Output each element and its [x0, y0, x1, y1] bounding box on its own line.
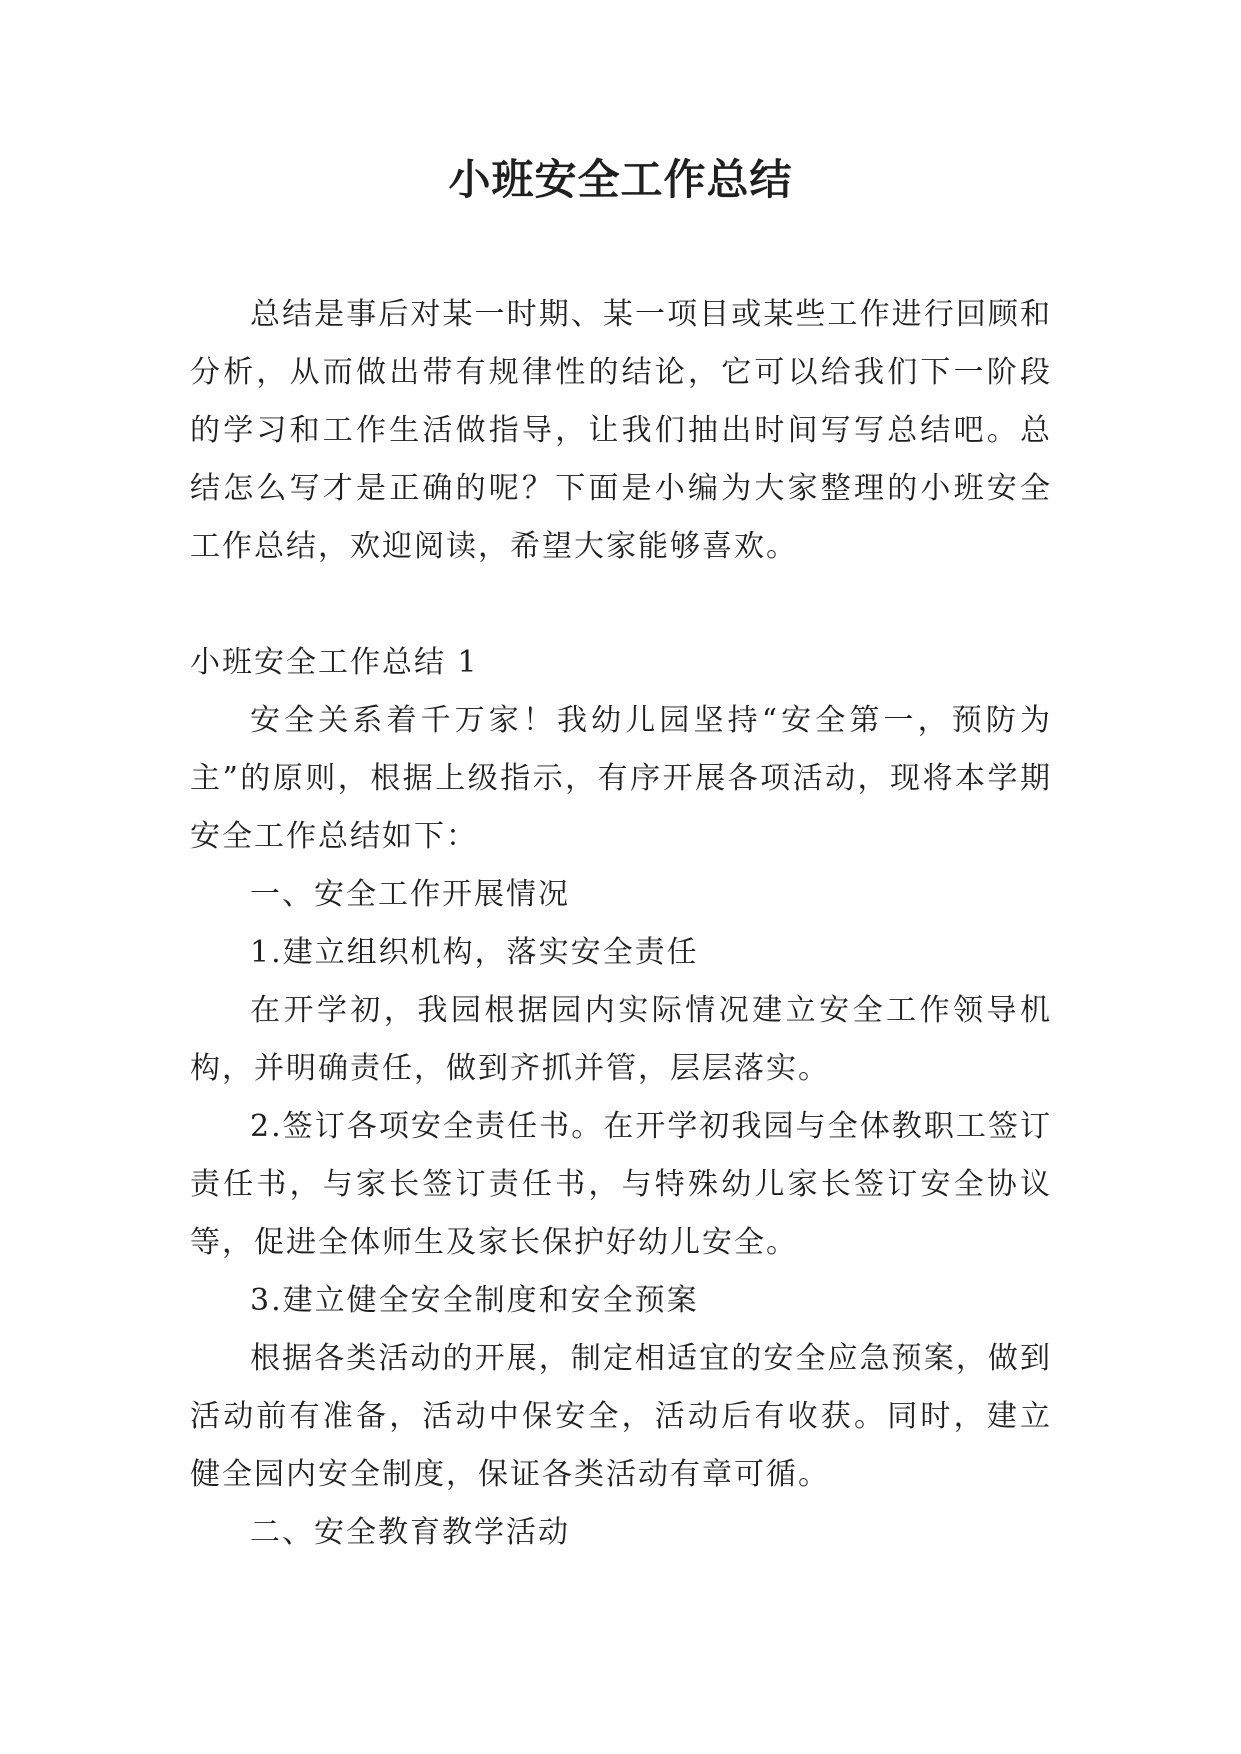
section-heading-1: 一、安全工作开展情况 — [250, 877, 570, 912]
intro-paragraph: 总结是事后对某一时期、某一项目或某些工作进行回顾和分析，从而做出带有规律性的结论，它可以给我们下一阶段的学习和工作生活做指导，让我们抽出时间写写总结吧。总结怎么写才是正确的呢？下面是小编为大家整理的小班安全工作总结，欢迎阅读，希望大家能够喜欢。 — [190, 297, 1052, 564]
subsection-heading-1: 1.建立组织机构，落实安全责任 — [250, 935, 699, 970]
subsection-heading-3: 3.建立健全安全制度和安全预案 — [250, 1283, 699, 1318]
body-paragraph: 2.签订各项安全责任书。在开学初我园与全体教职工签订责任书，与家长签订责任书，与特殊幼儿家长签订安全协议等，促进全体师生及家长保护好幼儿安全。 — [190, 1109, 1052, 1260]
body-paragraph: 在开学初，我园根据园内实际情况建立安全工作领导机构，并明确责任，做到齐抓并管，层层落实。 — [190, 993, 1052, 1086]
body-paragraph: 根据各类活动的开展，制定相适宜的安全应急预案，做到活动前有准备，活动中保安全，活动后有收获。同时，建立健全园内安全制度，保证各类活动有章可循。 — [190, 1341, 1052, 1492]
section-heading-2: 二、安全教育教学活动 — [250, 1515, 570, 1550]
spacer — [190, 576, 1052, 634]
section-heading: 小班安全工作总结 1 — [190, 645, 479, 680]
document-body — [190, 286, 1052, 1562]
body-paragraph: 安全关系着千万家！我幼儿园坚持“安全第一，预防为主”的原则，根据上级指示，有序开展各项活动，现将本学期安全工作总结如下： — [190, 703, 1052, 854]
document-title: 小班安全工作总结 — [448, 155, 793, 204]
